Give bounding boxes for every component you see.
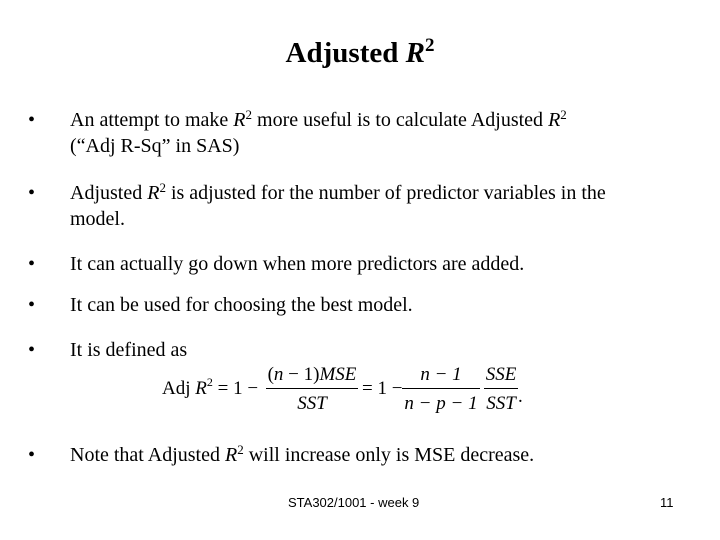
formula-equals: = 1 − bbox=[362, 378, 403, 399]
title-exponent: 2 bbox=[424, 35, 435, 56]
bullet-text: It is defined as bbox=[70, 339, 188, 361]
bullet-text: It can be used for choosing the best model. bbox=[70, 294, 413, 316]
bullet-text: An attempt to make $R^2$ more useful is to calculate Adjusted $R^2$ (“Adj R-Sq” in SAS) bbox=[70, 107, 567, 157]
fraction-degrees-of-freedom: n − 1 n − p − 1 bbox=[402, 362, 480, 417]
bullet-marker: • bbox=[28, 444, 36, 466]
bullet-marker: • bbox=[28, 182, 36, 204]
footer-page-number: 11 bbox=[660, 495, 674, 510]
bullet-marker: • bbox=[28, 294, 36, 316]
fraction-sse-sst: SSE SST bbox=[485, 364, 517, 414]
slide-title bbox=[0, 34, 720, 72]
fraction-mse-sst: (n − 1)MSE SST bbox=[267, 364, 357, 414]
bullet-text: Adjusted $R^2$ is adjusted for the number of predictor variables in the model. bbox=[70, 180, 606, 230]
footer-course: STA302/1001 - week 9 bbox=[288, 495, 420, 510]
title-text: Adjusted bbox=[285, 37, 406, 69]
bullet-text: Note that Adjusted $R^2$ will increase only is MSE decrease. bbox=[70, 442, 535, 466]
title-variable: R bbox=[405, 37, 425, 69]
formula-period: . bbox=[518, 386, 523, 407]
formula-lhs: Adj $R^2 = 1$ − bbox=[162, 375, 259, 399]
bullet-marker: • bbox=[28, 109, 36, 131]
bullet-marker: • bbox=[28, 339, 36, 361]
bullet-text: It can actually go down when more predictors are added. bbox=[70, 253, 525, 275]
bullet-marker: • bbox=[28, 253, 36, 275]
